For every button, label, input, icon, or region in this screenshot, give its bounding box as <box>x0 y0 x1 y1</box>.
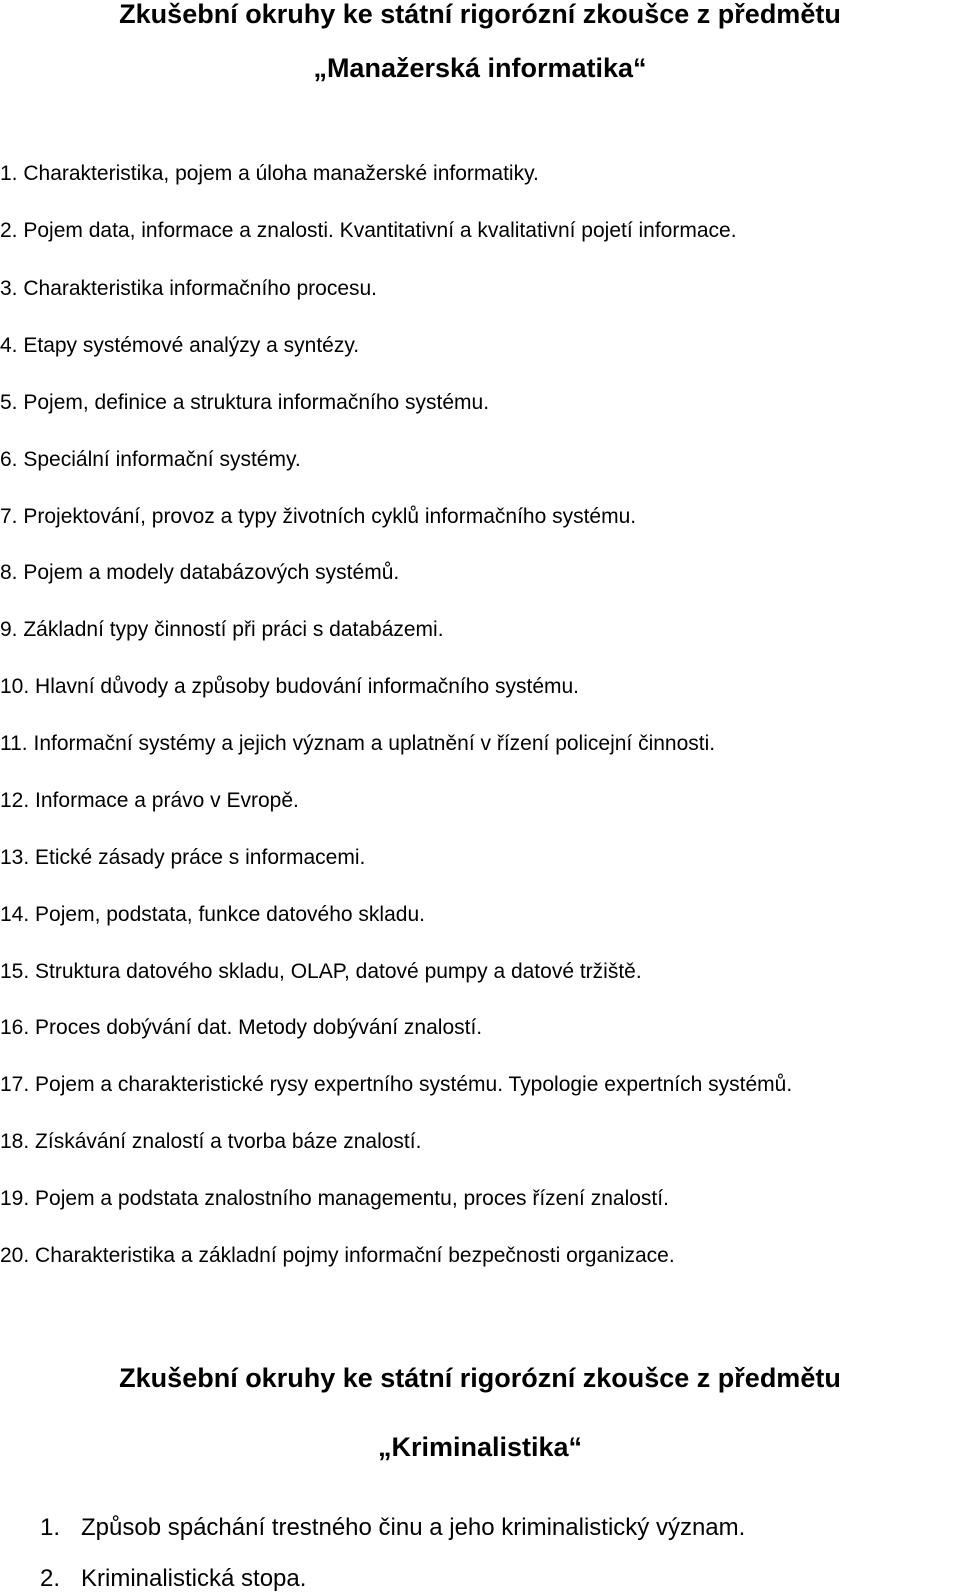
list-item: 16. Proces dobývání dat. Metody dobývání znalostí. <box>0 1016 483 1039</box>
list-item: 18. Získávání znalostí a tvorba báze znalostí. <box>0 1130 422 1153</box>
list-item: 1. Způsob spáchání trestného činu a jeho kriminalistický význam. <box>40 1514 746 1541</box>
list-item: 10. Hlavní důvody a způsoby budování informačního systému. <box>0 675 580 698</box>
list-item: 8. Pojem a modely databázových systémů. <box>0 561 400 584</box>
list-item: 1. Charakteristika, pojem a úloha manažerské informatiky. <box>0 162 539 185</box>
list-item: 9. Základní typy činností při práci s databázemi. <box>0 618 444 641</box>
list-item: 14. Pojem, podstata, funkce datového skladu. <box>0 903 425 926</box>
list-item: 7. Projektování, provoz a typy životních cyklů informačního systému. <box>0 505 637 528</box>
list-item: 15. Struktura datového skladu, OLAP, datové pumpy a datové tržiště. <box>0 960 642 983</box>
section1-heading-line2: „Manažerská informatika“ <box>313 53 647 83</box>
section2-heading-line2: „Kriminalistika“ <box>377 1432 583 1462</box>
section2-heading-line1: Zkušební okruhy ke státní rigorózní zkoušce z předmětu <box>119 1363 841 1393</box>
section1-heading-line1: Zkušební okruhy ke státní rigorózní zkoušce z předmětu <box>119 0 841 29</box>
list-item: 12. Informace a právo v Evropě. <box>0 789 299 812</box>
list-item: 17. Pojem a charakteristické rysy expertního systému. Typologie expertních systémů. <box>0 1073 793 1096</box>
list-item: 5. Pojem, definice a struktura informačního systému. <box>0 391 490 414</box>
list-item: 6. Speciální informační systémy. <box>0 448 301 471</box>
list-item: 2. Kriminalistická stopa. <box>40 1565 307 1592</box>
list-item: 20. Charakteristika a základní pojmy informační bezpečnosti organizace. <box>0 1244 675 1267</box>
list-item: 11. Informační systémy a jejich význam a uplatnění v řízení policejní činnosti. <box>0 732 716 755</box>
list-item: 19. Pojem a podstata znalostního managementu, proces řízení znalostí. <box>0 1187 669 1210</box>
list-item: 3. Charakteristika informačního procesu. <box>0 277 378 300</box>
list-item: 2. Pojem data, informace a znalosti. Kvantitativní a kvalitativní pojetí informace. <box>0 219 737 242</box>
list-item: 4. Etapy systémové analýzy a syntézy. <box>0 334 360 357</box>
list-item: 13. Etické zásady práce s informacemi. <box>0 846 366 869</box>
